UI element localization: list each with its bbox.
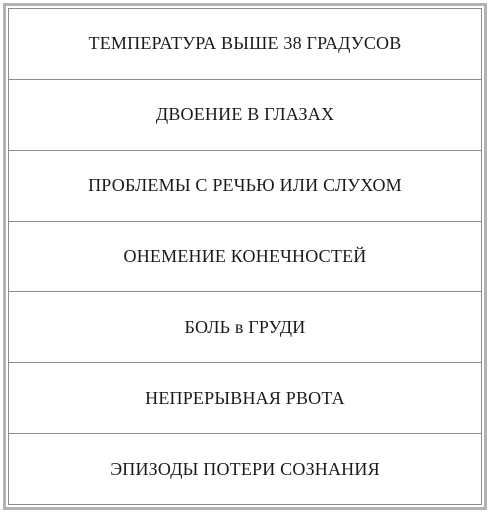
symptom-row-numbness: ОНЕМЕНИЕ КОНЕЧНОСТЕЙ xyxy=(9,221,481,292)
symptom-row-fever: ТЕМПЕРАТУРА ВЫШЕ 38 ГРАДУСОВ xyxy=(88,33,402,54)
symptom-table-frame xyxy=(3,3,487,510)
symptom-row-vomiting: НЕПРЕРЫВНАЯ РВОТА xyxy=(9,362,481,433)
symptom-row-chest-pain: БОЛЬ в ГРУДИ xyxy=(9,291,481,362)
symptom-table xyxy=(8,8,482,505)
symptom-row-double-vision: ДВОЕНИЕ В ГЛАЗАХ xyxy=(9,79,481,150)
symptom-row-speech-hearing: ПРОБЛЕМЫ С РЕЧЬЮ ИЛИ СЛУХОМ xyxy=(9,150,481,221)
symptom-row-fainting: ЭПИЗОДЫ ПОТЕРИ СОЗНАНИЯ xyxy=(9,433,481,504)
